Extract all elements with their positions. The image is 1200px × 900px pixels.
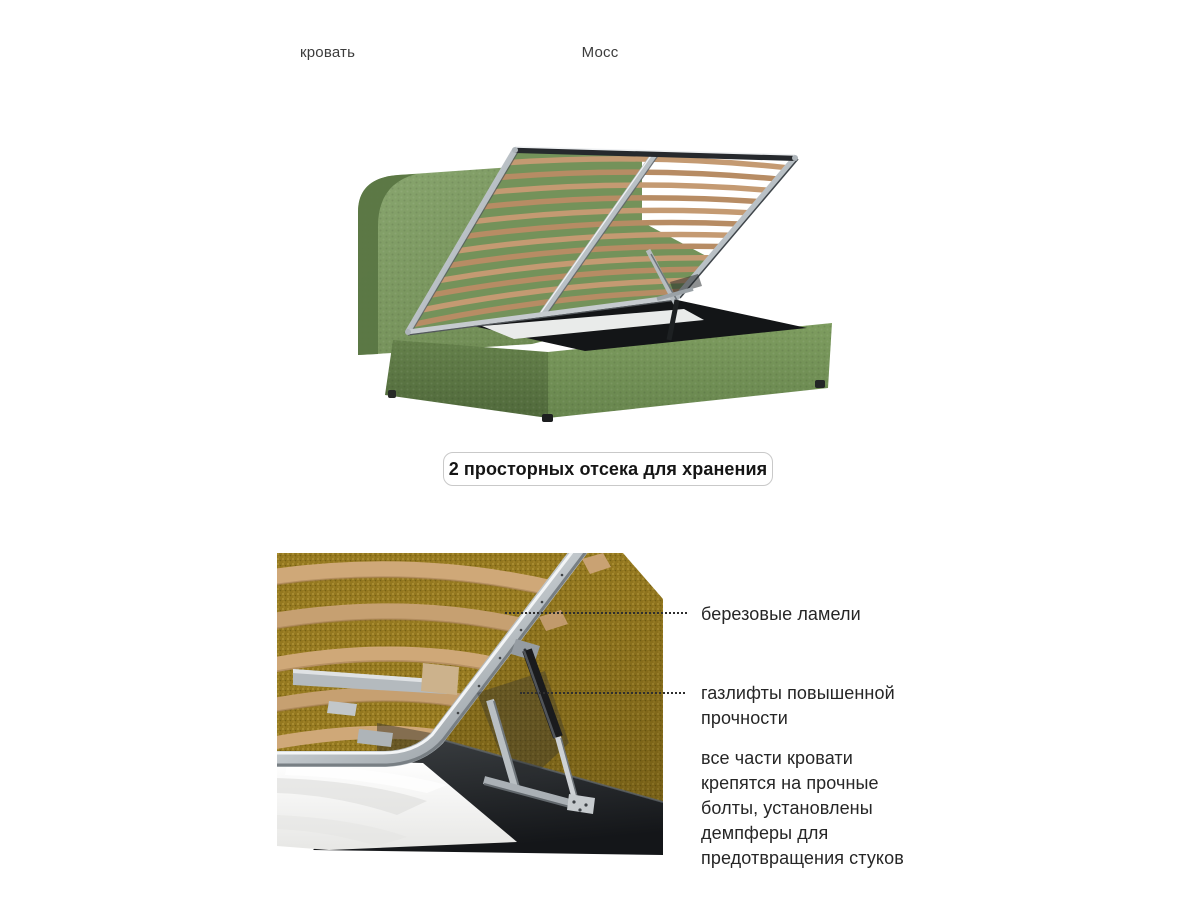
annotation-gaslifts: газлифты повышенной прочности bbox=[701, 683, 895, 728]
leader-line-slats bbox=[505, 612, 687, 614]
bed-open-storage-graphic bbox=[352, 142, 892, 422]
annotation-slats: березовые ламели bbox=[701, 604, 861, 624]
feature-badge-label: 2 просторных отсека для хранения bbox=[448, 458, 768, 479]
main-product-image bbox=[352, 142, 892, 422]
feature-badge bbox=[443, 452, 773, 486]
breadcrumb-category[interactable]: кровать bbox=[300, 44, 356, 61]
mechanism-photo bbox=[277, 553, 663, 855]
leader-line-gaslifts bbox=[520, 692, 685, 694]
page-title: Мосс bbox=[581, 44, 619, 61]
lift-mechanism-graphic bbox=[277, 553, 663, 855]
annotation-bolts: все части кровати крепятся на прочные болты, установлены демпферы для предотвращения стуков bbox=[701, 748, 904, 868]
